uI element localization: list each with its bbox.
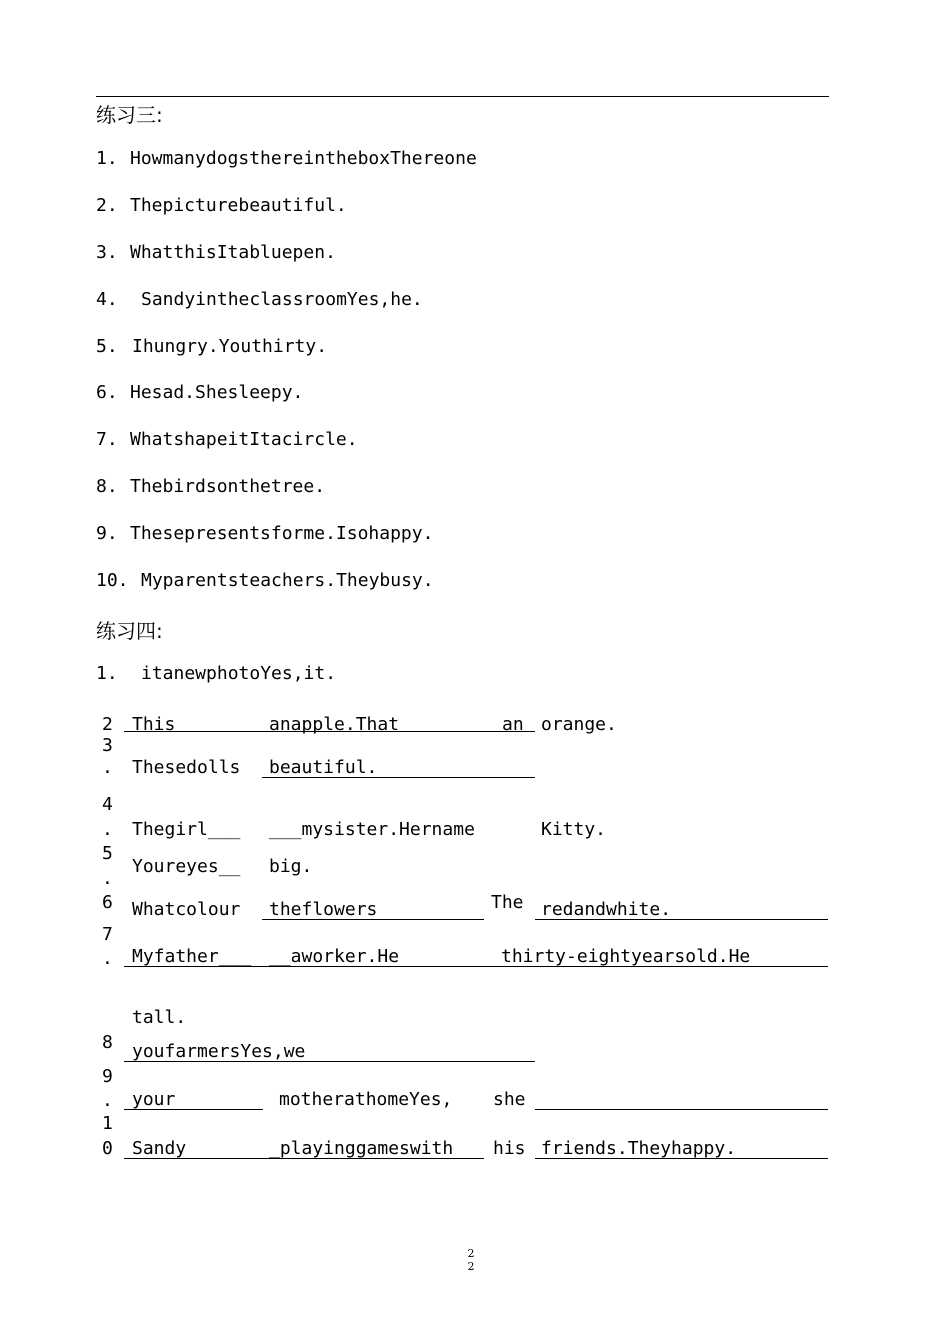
s3-item-8-text: Thebirdsonthetree. [130, 476, 326, 497]
s4-num-4: 4 [102, 794, 113, 815]
s3-item-4-num: 4. [96, 289, 118, 310]
s4-row6-b: theflowers [269, 899, 378, 920]
s3-item-5-num: 5. [96, 336, 118, 357]
s4-row9-a: your [132, 1089, 176, 1110]
s3-item-1-text: HowmanydogsthereintheboxThereone [130, 148, 477, 169]
s4-row5-a: Youreyes__ [132, 856, 241, 877]
s4-num-6: 6 [102, 892, 113, 913]
s4-row9-c: she [493, 1089, 526, 1110]
s4-row10-blank-2 [535, 1158, 828, 1159]
s4-row7-c: thirty-eightyearsold.He [501, 946, 751, 967]
s4-row10-b: _playinggameswith [269, 1138, 454, 1159]
s4-row5-b: big. [269, 856, 313, 877]
s4-row9-blank-2 [535, 1109, 828, 1110]
s4-row4-c: Kitty. [541, 819, 607, 840]
s3-item-4-text: SandyintheclassroomYes,he. [141, 289, 423, 310]
s3-item-7-num: 7. [96, 429, 118, 450]
s4-row2-b: anapple.That [269, 714, 400, 735]
s4-num-9: 9 [102, 1066, 113, 1087]
s4-row2-c: an [502, 714, 524, 735]
s4-row8-a: youfarmersYes,we [132, 1041, 306, 1062]
s4-num-3: 3 [102, 735, 113, 756]
page-number-top: 2 [467, 1247, 475, 1260]
s3-item-3-text: WhatthisItabluepen. [130, 242, 336, 263]
s4-row9-blank-1 [124, 1109, 263, 1110]
s4-row6-c: The [491, 892, 524, 913]
s4-num-9-dot: . [102, 1090, 113, 1111]
s4-row4-a: Thegirl___ [132, 819, 241, 840]
s4-row6-d: redandwhite. [541, 899, 672, 920]
page-number [465, 1247, 477, 1273]
s4-row6-blank-2 [535, 919, 828, 920]
header-rule [96, 96, 829, 97]
s3-item-3-num: 3. [96, 242, 118, 263]
s3-item-9-text: Thesepresentsforme.Isohappy. [130, 523, 434, 544]
s4-num-5-dot: . [102, 868, 113, 889]
s4-row10-c: his [493, 1138, 526, 1159]
s4-row7-blank [124, 966, 828, 967]
s4-row10-blank-1 [124, 1158, 484, 1159]
s4-row4-b: ___mysister.Hername [269, 819, 475, 840]
s4-row6-a: Whatcolour [132, 899, 241, 920]
s3-item-9-num: 9. [96, 523, 118, 544]
s3-item-6-num: 6. [96, 382, 118, 403]
s3-item-1-num: 1. [96, 148, 118, 169]
s4-num-7: 7 [102, 924, 113, 945]
s4-row2-d: orange. [541, 714, 617, 735]
s4-num-3-dot: . [102, 757, 113, 778]
s4-row3-a: Thesedolls [132, 757, 241, 778]
s3-item-2-text: Thepicturebeautiful. [130, 195, 347, 216]
section-4-heading: 练习四: [96, 619, 163, 643]
page-number-bottom: 2 [467, 1260, 475, 1273]
s4-row9-b: motherathomeYes, [279, 1089, 453, 1110]
s4-row3-b: beautiful. [269, 757, 378, 778]
s4-item-1-text: itanewphotoYes,it. [141, 663, 337, 684]
s4-row2-a: This [132, 714, 176, 735]
s4-row7-a: Myfather___ [132, 946, 252, 967]
s4-row2-blank [124, 731, 535, 732]
s4-num-8: 8 [102, 1032, 113, 1053]
s4-row7-b: __aworker.He [269, 946, 400, 967]
s3-item-10-text: Myparentsteachers.Theybusy. [141, 570, 434, 591]
s4-num-7-dot: . [102, 948, 113, 969]
s3-item-5-text: Ihungry.Youthirty. [132, 336, 328, 357]
s3-item-10-num: 10. [96, 570, 129, 591]
s4-row8-blank [124, 1061, 535, 1062]
s4-row6-blank-1 [262, 919, 484, 920]
s4-item-1-num: 1. [96, 663, 118, 684]
s4-row7-d: tall. [132, 1007, 187, 1028]
s4-row10-d: friends.Theyhappy. [541, 1138, 737, 1159]
s3-item-6-text: Hesad.Shesleepy. [130, 382, 304, 403]
s4-num-5: 5 [102, 843, 113, 864]
s3-item-2-num: 2. [96, 195, 118, 216]
s4-num-2: 2 [102, 714, 113, 735]
section-3-heading: 练习三: [96, 103, 163, 127]
s4-row3-blank [262, 777, 535, 778]
s3-item-8-num: 8. [96, 476, 118, 497]
s4-num-10b: 0 [102, 1138, 113, 1159]
s4-num-10a: 1 [102, 1113, 113, 1134]
s3-item-7-text: WhatshapeitItacircle. [130, 429, 358, 450]
s4-num-4-dot: . [102, 819, 113, 840]
s4-row10-a: Sandy [132, 1138, 187, 1159]
